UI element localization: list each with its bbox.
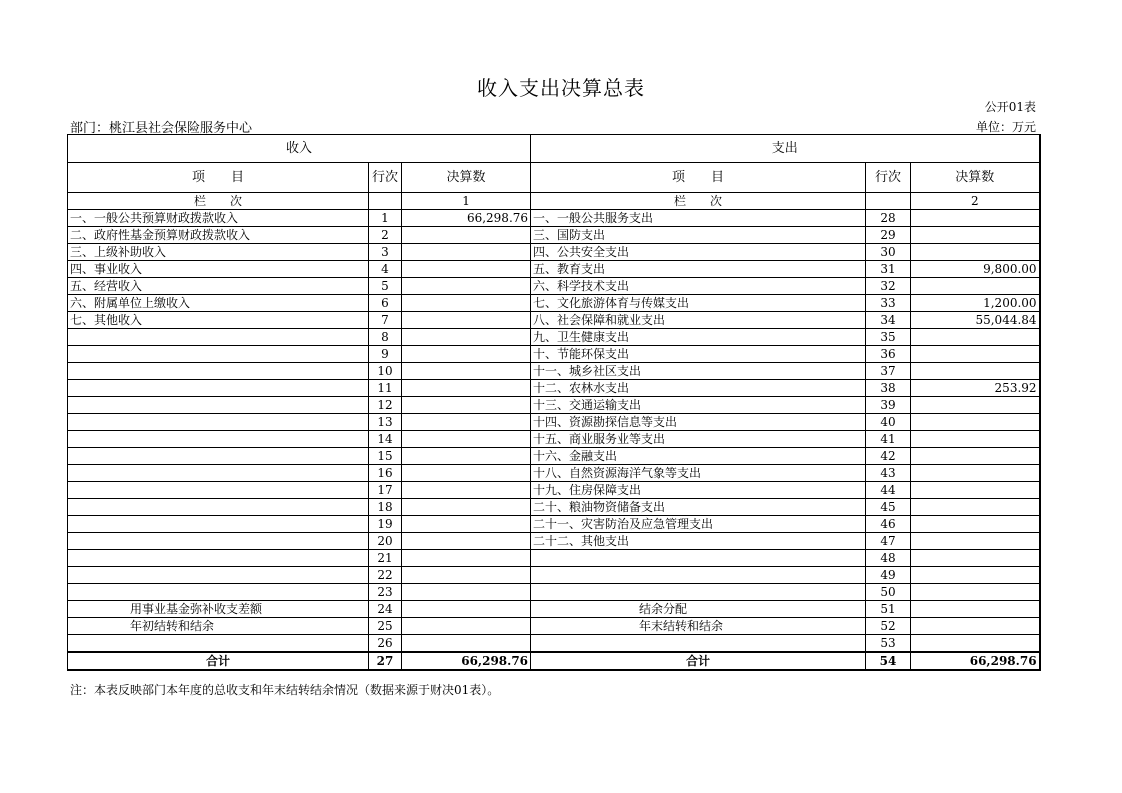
income-item-cell: 三、上级补助收入 bbox=[68, 244, 369, 261]
income-line-no-cell: 15 bbox=[369, 448, 402, 465]
table-row bbox=[68, 312, 1040, 329]
expense-line-no-cell: 35 bbox=[866, 329, 911, 346]
expense-line-no-cell: 33 bbox=[866, 295, 911, 312]
income-amount-cell bbox=[402, 550, 531, 567]
income-item-cell bbox=[68, 397, 369, 414]
table-row bbox=[68, 499, 1040, 516]
income-line-no-cell: 3 bbox=[369, 244, 402, 261]
expense-item-cell: 十、节能环保支出 bbox=[531, 346, 866, 363]
table-row bbox=[68, 414, 1040, 431]
expense-amount-cell: 66,298.76 bbox=[911, 652, 1040, 670]
income-amount-cell bbox=[402, 227, 531, 244]
income-expense-table bbox=[67, 134, 1041, 671]
expense-amount-cell bbox=[911, 584, 1040, 601]
table-row bbox=[68, 550, 1040, 567]
expense-item-cell: 七、文化旅游体育与传媒支出 bbox=[531, 295, 866, 312]
expense-line-no-cell: 49 bbox=[866, 567, 911, 584]
expense-line-no-cell: 48 bbox=[866, 550, 911, 567]
income-amount-header: 决算数 bbox=[402, 163, 531, 193]
income-item-cell bbox=[68, 516, 369, 533]
income-line-no-cell: 4 bbox=[369, 261, 402, 278]
income-amount-cell bbox=[402, 567, 531, 584]
income-item-cell bbox=[68, 380, 369, 397]
expense-item-cell: 年末结转和结余 bbox=[531, 618, 866, 635]
expense-line-no-cell: 41 bbox=[866, 431, 911, 448]
department-label: 部门：桃江县社会保险服务中心 bbox=[70, 121, 253, 136]
expense-item-cell: 十四、资源勘探信息等支出 bbox=[531, 414, 866, 431]
expense-line-no-cell: 54 bbox=[866, 652, 911, 670]
income-line-no-cell: 11 bbox=[369, 380, 402, 397]
expense-column-label: 栏 次 bbox=[531, 193, 866, 210]
income-item-cell: 一、一般公共预算财政拨款收入 bbox=[68, 210, 369, 227]
income-item-cell bbox=[68, 448, 369, 465]
income-item-cell bbox=[68, 414, 369, 431]
expense-line-no-cell: 47 bbox=[866, 533, 911, 550]
expense-item-cell: 十八、自然资源海洋气象等支出 bbox=[531, 465, 866, 482]
income-amount-cell bbox=[402, 414, 531, 431]
expense-item-cell: 十九、住房保障支出 bbox=[531, 482, 866, 499]
table-row bbox=[68, 346, 1040, 363]
income-column-number: 1 bbox=[402, 193, 531, 210]
expense-item-cell: 九、卫生健康支出 bbox=[531, 329, 866, 346]
expense-line-no-cell: 53 bbox=[866, 635, 911, 653]
income-amount-cell bbox=[402, 448, 531, 465]
income-amount-cell bbox=[402, 295, 531, 312]
expense-amount-cell: 1,200.00 bbox=[911, 295, 1040, 312]
table-row bbox=[68, 618, 1040, 635]
expense-line-no-cell: 45 bbox=[866, 499, 911, 516]
expense-section-header: 支出 bbox=[531, 135, 1040, 163]
footnote: 注：本表反映部门本年度的总收支和年末结转结余情况（数据来源于财决01表）。 bbox=[70, 683, 500, 697]
income-item-cell: 六、附属单位上缴收入 bbox=[68, 295, 369, 312]
income-line-no-cell: 17 bbox=[369, 482, 402, 499]
table-row bbox=[68, 210, 1040, 227]
income-amount-cell bbox=[402, 584, 531, 601]
table-row bbox=[68, 533, 1040, 550]
income-item-cell bbox=[68, 465, 369, 482]
expense-amount-cell bbox=[911, 499, 1040, 516]
expense-column-blank bbox=[866, 193, 911, 210]
expense-line-no-cell: 44 bbox=[866, 482, 911, 499]
income-amount-cell bbox=[402, 329, 531, 346]
form-number: 公开01表 bbox=[984, 100, 1036, 114]
expense-amount-cell bbox=[911, 346, 1040, 363]
expense-item-cell bbox=[531, 567, 866, 584]
expense-amount-cell bbox=[911, 465, 1040, 482]
income-amount-cell bbox=[402, 601, 531, 618]
income-item-cell: 用事业基金弥补收支差额 bbox=[68, 601, 369, 618]
income-item-cell bbox=[68, 567, 369, 584]
income-item-cell: 二、政府性基金预算财政拨款收入 bbox=[68, 227, 369, 244]
expense-line-no-cell: 36 bbox=[866, 346, 911, 363]
table-row bbox=[68, 567, 1040, 584]
income-line-no-cell: 23 bbox=[369, 584, 402, 601]
income-line-no-cell: 8 bbox=[369, 329, 402, 346]
expense-item-cell bbox=[531, 635, 866, 653]
expense-line-no-cell: 40 bbox=[866, 414, 911, 431]
income-line-no-cell: 27 bbox=[369, 652, 402, 670]
income-line-no-cell: 7 bbox=[369, 312, 402, 329]
income-line-no-cell: 18 bbox=[369, 499, 402, 516]
section-header-row bbox=[68, 135, 1040, 163]
income-amount-cell bbox=[402, 635, 531, 653]
total-row bbox=[68, 652, 1040, 670]
income-line-no-cell: 5 bbox=[369, 278, 402, 295]
income-amount-cell bbox=[402, 363, 531, 380]
expense-amount-cell bbox=[911, 431, 1040, 448]
table-row bbox=[68, 244, 1040, 261]
expense-amount-cell bbox=[911, 533, 1040, 550]
income-item-cell bbox=[68, 499, 369, 516]
income-line-no-cell: 26 bbox=[369, 635, 402, 653]
income-line-no-cell: 14 bbox=[369, 431, 402, 448]
income-amount-cell bbox=[402, 499, 531, 516]
expense-item-cell: 五、教育支出 bbox=[531, 261, 866, 278]
income-item-cell bbox=[68, 363, 369, 380]
expense-amount-cell bbox=[911, 516, 1040, 533]
income-column-blank bbox=[369, 193, 402, 210]
table-row bbox=[68, 635, 1040, 653]
income-line-no-cell: 6 bbox=[369, 295, 402, 312]
expense-item-cell: 八、社会保障和就业支出 bbox=[531, 312, 866, 329]
expense-amount-cell bbox=[911, 448, 1040, 465]
expense-line-no-cell: 28 bbox=[866, 210, 911, 227]
income-item-cell bbox=[68, 329, 369, 346]
income-amount-cell bbox=[402, 482, 531, 499]
income-item-cell bbox=[68, 533, 369, 550]
income-amount-cell bbox=[402, 431, 531, 448]
income-line-no-cell: 22 bbox=[369, 567, 402, 584]
income-line-no-cell: 19 bbox=[369, 516, 402, 533]
expense-amount-cell bbox=[911, 278, 1040, 295]
expense-amount-cell bbox=[911, 635, 1040, 653]
income-line-no-header: 行次 bbox=[369, 163, 402, 193]
expense-item-cell: 一、一般公共服务支出 bbox=[531, 210, 866, 227]
income-amount-cell bbox=[402, 312, 531, 329]
table-row bbox=[68, 431, 1040, 448]
expense-line-no-cell: 32 bbox=[866, 278, 911, 295]
income-item-cell bbox=[68, 431, 369, 448]
income-line-no-cell: 21 bbox=[369, 550, 402, 567]
income-line-no-cell: 25 bbox=[369, 618, 402, 635]
table-row bbox=[68, 584, 1040, 601]
income-amount-cell bbox=[402, 618, 531, 635]
expense-amount-header: 决算数 bbox=[911, 163, 1040, 193]
income-column-label: 栏 次 bbox=[68, 193, 369, 210]
expense-item-cell: 二十、粮油物资储备支出 bbox=[531, 499, 866, 516]
expense-item-cell: 六、科学技术支出 bbox=[531, 278, 866, 295]
table-row bbox=[68, 278, 1040, 295]
table-row bbox=[68, 295, 1040, 312]
expense-line-no-cell: 46 bbox=[866, 516, 911, 533]
income-item-cell bbox=[68, 584, 369, 601]
income-item-cell bbox=[68, 482, 369, 499]
income-item-cell bbox=[68, 346, 369, 363]
column-number-row bbox=[68, 193, 1040, 210]
expense-line-no-cell: 50 bbox=[866, 584, 911, 601]
income-amount-cell bbox=[402, 278, 531, 295]
unit-label: 单位：万元 bbox=[975, 120, 1036, 134]
income-line-no-cell: 1 bbox=[369, 210, 402, 227]
expense-line-no-cell: 51 bbox=[866, 601, 911, 618]
income-item-cell: 四、事业收入 bbox=[68, 261, 369, 278]
expense-item-cell: 十六、金融支出 bbox=[531, 448, 866, 465]
column-header-row bbox=[68, 163, 1040, 193]
expense-line-no-cell: 30 bbox=[866, 244, 911, 261]
table-row bbox=[68, 380, 1040, 397]
income-amount-cell bbox=[402, 380, 531, 397]
expense-column-number: 2 bbox=[911, 193, 1040, 210]
expense-item-cell bbox=[531, 584, 866, 601]
expense-amount-cell: 253.92 bbox=[911, 380, 1040, 397]
income-amount-cell: 66,298.76 bbox=[402, 652, 531, 670]
expense-amount-cell bbox=[911, 601, 1040, 618]
expense-item-cell: 十三、交通运输支出 bbox=[531, 397, 866, 414]
expense-item-cell: 三、国防支出 bbox=[531, 227, 866, 244]
expense-line-no-cell: 37 bbox=[866, 363, 911, 380]
income-amount-cell bbox=[402, 465, 531, 482]
expense-line-no-cell: 43 bbox=[866, 465, 911, 482]
table-row bbox=[68, 261, 1040, 278]
income-amount-cell bbox=[402, 244, 531, 261]
expense-amount-cell bbox=[911, 482, 1040, 499]
expense-item-cell: 十二、农林水支出 bbox=[531, 380, 866, 397]
expense-amount-cell bbox=[911, 329, 1040, 346]
expense-amount-cell bbox=[911, 363, 1040, 380]
table-row bbox=[68, 482, 1040, 499]
income-item-cell: 年初结转和结余 bbox=[68, 618, 369, 635]
expense-item-cell: 二十二、其他支出 bbox=[531, 533, 866, 550]
income-amount-cell bbox=[402, 346, 531, 363]
income-item-cell bbox=[68, 635, 369, 653]
table-row bbox=[68, 363, 1040, 380]
table-row bbox=[68, 601, 1040, 618]
expense-amount-cell bbox=[911, 244, 1040, 261]
income-amount-cell bbox=[402, 261, 531, 278]
expense-item-cell bbox=[531, 550, 866, 567]
table-row bbox=[68, 516, 1040, 533]
income-section-header: 收入 bbox=[68, 135, 531, 163]
expense-line-no-cell: 29 bbox=[866, 227, 911, 244]
expense-item-cell: 十一、城乡社区支出 bbox=[531, 363, 866, 380]
income-line-no-cell: 24 bbox=[369, 601, 402, 618]
income-line-no-cell: 12 bbox=[369, 397, 402, 414]
table-row bbox=[68, 397, 1040, 414]
expense-amount-cell bbox=[911, 397, 1040, 414]
expense-line-no-cell: 42 bbox=[866, 448, 911, 465]
expense-amount-cell bbox=[911, 227, 1040, 244]
expense-line-no-header: 行次 bbox=[866, 163, 911, 193]
income-item-header: 项 目 bbox=[68, 163, 369, 193]
income-line-no-cell: 20 bbox=[369, 533, 402, 550]
table-row bbox=[68, 227, 1040, 244]
expense-line-no-cell: 52 bbox=[866, 618, 911, 635]
expense-line-no-cell: 38 bbox=[866, 380, 911, 397]
expense-line-no-cell: 39 bbox=[866, 397, 911, 414]
expense-line-no-cell: 31 bbox=[866, 261, 911, 278]
expense-item-cell: 合计 bbox=[531, 652, 866, 670]
income-item-cell: 七、其他收入 bbox=[68, 312, 369, 329]
income-line-no-cell: 16 bbox=[369, 465, 402, 482]
expense-amount-cell bbox=[911, 567, 1040, 584]
expense-amount-cell bbox=[911, 210, 1040, 227]
report-title: 收入支出决算总表 bbox=[477, 76, 645, 100]
table-row bbox=[68, 465, 1040, 482]
expense-amount-cell bbox=[911, 618, 1040, 635]
expense-amount-cell bbox=[911, 414, 1040, 431]
income-item-cell: 合计 bbox=[68, 652, 369, 670]
expense-amount-cell bbox=[911, 550, 1040, 567]
expense-amount-cell: 9,800.00 bbox=[911, 261, 1040, 278]
table-row bbox=[68, 448, 1040, 465]
income-amount-cell bbox=[402, 397, 531, 414]
income-line-no-cell: 13 bbox=[369, 414, 402, 431]
expense-item-header: 项 目 bbox=[531, 163, 866, 193]
income-amount-cell bbox=[402, 533, 531, 550]
income-item-cell bbox=[68, 550, 369, 567]
expense-amount-cell: 55,044.84 bbox=[911, 312, 1040, 329]
income-line-no-cell: 10 bbox=[369, 363, 402, 380]
income-line-no-cell: 9 bbox=[369, 346, 402, 363]
expense-item-cell: 结余分配 bbox=[531, 601, 866, 618]
expense-item-cell: 二十一、灾害防治及应急管理支出 bbox=[531, 516, 866, 533]
table-row bbox=[68, 329, 1040, 346]
income-line-no-cell: 2 bbox=[369, 227, 402, 244]
expense-line-no-cell: 34 bbox=[866, 312, 911, 329]
expense-item-cell: 十五、商业服务业等支出 bbox=[531, 431, 866, 448]
income-amount-cell: 66,298.76 bbox=[402, 210, 531, 227]
income-item-cell: 五、经营收入 bbox=[68, 278, 369, 295]
expense-item-cell: 四、公共安全支出 bbox=[531, 244, 866, 261]
income-amount-cell bbox=[402, 516, 531, 533]
